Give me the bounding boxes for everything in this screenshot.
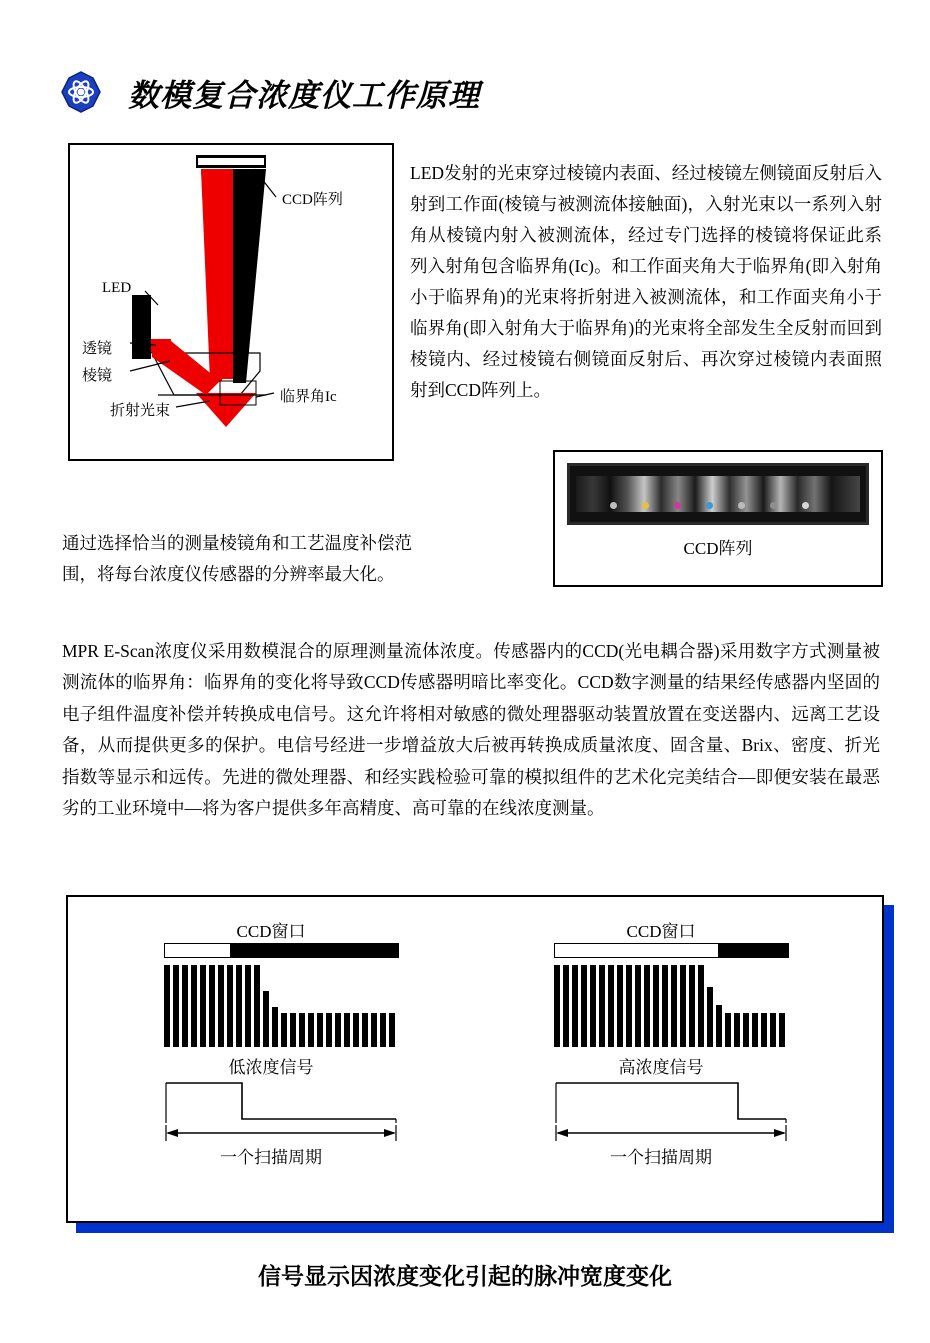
signal-label-high: 高浓度信号 (618, 1058, 704, 1077)
signal-comb-low (164, 965, 399, 1047)
pulse-waveform-low (164, 1079, 402, 1125)
figure-caption: 信号显示因浓度变化引起的脉冲宽度变化 (258, 1264, 672, 1289)
ccd-photo-dot (706, 502, 713, 509)
ccd-photo-dot (610, 502, 617, 509)
signal-panel-low (76, 897, 466, 1221)
ccd-photo-dot (802, 502, 809, 509)
label-lens: 透镜 (82, 341, 113, 357)
page-title: 数模复合浓度仪工作原理 (128, 77, 480, 113)
atom-gear-icon (60, 71, 102, 113)
label-led: LED (102, 279, 132, 296)
label-ccd-array: CCD阵列 (282, 192, 343, 208)
pulse-waveform-high (554, 1079, 792, 1125)
scan-period-label-low: 一个扫描周期 (220, 1148, 322, 1167)
ccd-array-photo (553, 450, 883, 587)
ccd-window-title: CCD窗口 (626, 922, 696, 941)
label-prism: 棱镜 (82, 368, 113, 384)
ccd-photo-image (567, 463, 869, 525)
scan-period-label-high: 一个扫描周期 (610, 1148, 712, 1167)
signal-label-low: 低浓度信号 (228, 1058, 314, 1077)
ccd-photo-dot (738, 502, 745, 509)
ccd-window-bar (164, 943, 399, 958)
optical-principle-diagram (68, 143, 394, 461)
ccd-window-title: CCD窗口 (236, 922, 306, 941)
ccd-photo-dot (674, 502, 681, 509)
label-critical-angle: 临界角Ic (280, 389, 337, 405)
ccd-photo-caption: CCD阵列 (683, 539, 753, 558)
ccd-window-bar (554, 943, 789, 958)
signal-comparison-diagram (66, 895, 884, 1223)
ccd-photo-dot (770, 502, 777, 509)
signal-panel-high (466, 897, 856, 1221)
paragraph-resolution: 通过选择恰当的测量棱镜角和工艺温度补偿范围，将每台浓度仪传感器的分辨率最大化。 (62, 532, 412, 584)
document-header (60, 62, 880, 122)
ccd-photo-strip (576, 476, 860, 512)
ccd-photo-dot (642, 502, 649, 509)
signal-comb-high (554, 965, 789, 1047)
paragraph-principle: LED发射的光束穿过棱镜内表面、经过棱镜左侧镜面反射后入射到工作面(棱镜与被测流体接触面)，入射光束以一系列入射角从棱镜内射入被测流体，经过专门选择的棱镜将保证此系列入射角包含临界角(Ic)。和工作面夹角大于临界角(即入射角小于临界角)的光束将折射进入被测流体，和工作面夹角小于临界角(即入射角大于临界角)的光束将全部发生全反射而回到棱镜内、经过棱镜右侧镜面反射后、再次穿过棱镜内表面照射到CCD阵列上。 (410, 162, 882, 400)
paragraph-main: MPR E-Scan浓度仪采用数模混合的原理测量流体浓度。传感器内的CCD(光电耦合器)采用数字方式测量被测流体的临界角：临界角的变化将导致CCD传感器明暗比率变化。CCD数字测量的结果经传感器内坚固的电子组件温度补偿并转换成电信号。这允许将相对敏感的微处理器驱动装置放置在变送器内、远离工艺设备，从而提供更多的保护。电信号经进一步增益放大后被再转换成质量浓度、固含量、Brix、密度、折光指数等显示和远传。先进的微处理器、和经实践检验可靠的模拟组件的艺术化完美结合—即便安装在最恶劣的工业环境中—将为客户提供多年高精度、高可靠的在线浓度测量。 (62, 640, 880, 818)
ccd-window-fill (718, 944, 788, 957)
ccd-window-fill (230, 944, 398, 957)
label-refracted-beam: 折射光束 (110, 403, 171, 419)
